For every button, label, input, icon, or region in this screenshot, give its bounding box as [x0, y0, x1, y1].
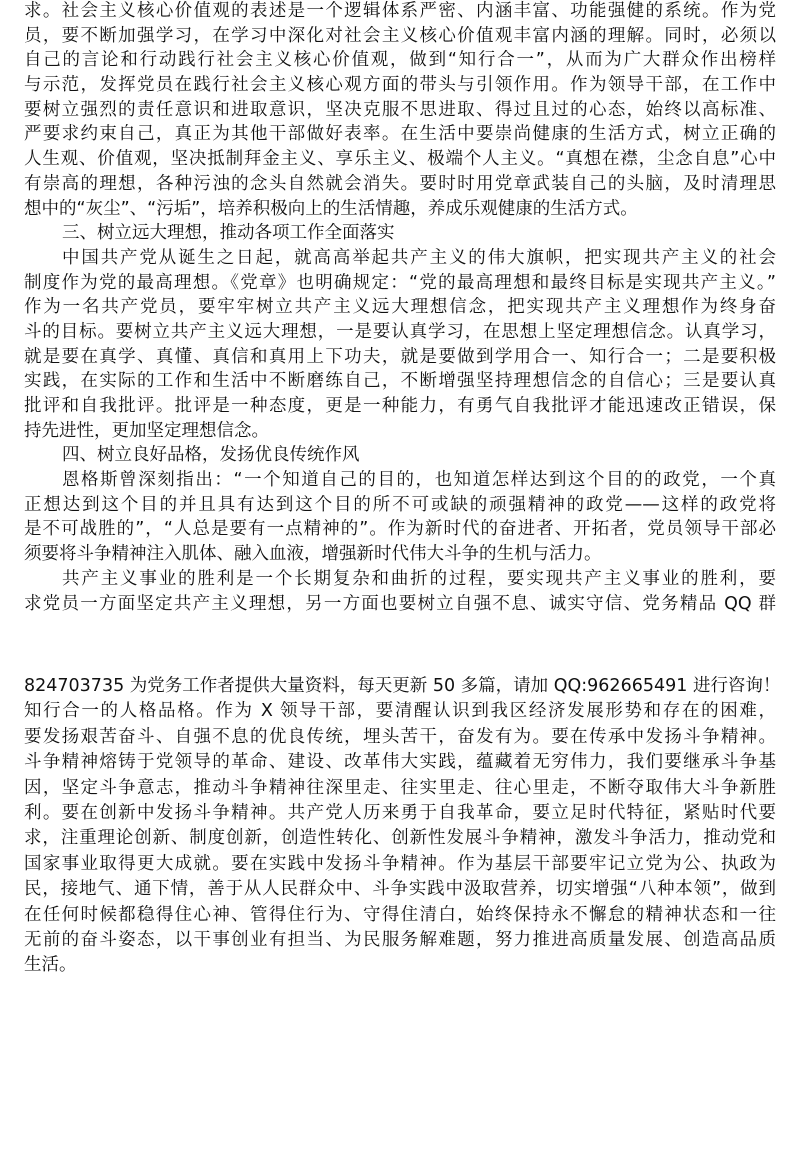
- text-line: 斗争精神熔铸于党领导的革命、建设、改革伟大实践，蕴藏着无穷伟力，我们要继承斗争基: [24, 752, 776, 773]
- text-line: 制度作为党的最高理想。《党章》也明确规定：“党的最高理想和最终目标是实现共产主义。”: [24, 272, 776, 293]
- text-line: 批评和自我批评。批评是一种态度，更是一种能力，有勇气自我批评才能迅速改正错误，保: [24, 396, 776, 416]
- text-line: 自己的言论和行动践行社会主义核心价值观，做到“知行合一”，从而为广大群众作出榜样: [24, 50, 776, 71]
- text-line: 824703735 为党务工作者提供大量资料，每天更新 50 多篇，请加 QQ:962665491 进行咨询！: [24, 676, 781, 696]
- text-line: 共产主义事业的胜利是一个长期复杂和曲折的过程，要实现共产主义事业的胜利，要: [62, 568, 776, 589]
- document-page-top: [24, 0, 776, 616]
- text-line: 实践，在实际的工作和生活中不断磨练自己，不断增强坚持理想信念的自信心；三是要认真: [24, 371, 776, 392]
- text-line: 想中的“灰尘”、“污垢”，培养积极向上的生活情趣，养成乐观健康的生活方式。: [24, 198, 638, 219]
- text-line: 知行合一的人格品格。作为 X 领导干部，要清醒认识到我区经济发展形势和存在的困难，: [24, 701, 776, 722]
- text-line: 生活。: [24, 955, 77, 976]
- text-line: 斗的目标。要树立共产主义远大理想，一是要认真学习，在思想上坚定理想信念。认真学习，: [24, 321, 776, 342]
- text-line: 利。要在创新中发扬斗争精神。共产党人历来勇于自我革命，要立足时代特征，紧贴时代要: [24, 802, 776, 823]
- text-line: 是不可战胜的”，“人总是要有一点精神的”。作为新时代的奋进者、开拓者，党员领导干部必: [24, 519, 776, 540]
- text-line: 严要求约束自己，真正为其他干部做好表率。在生活中要崇尚健康的生活方式，树立正确的: [24, 124, 776, 145]
- text-line: 须要将斗争精神注入肌体、融入血液，增强新时代伟大斗争的生机与活力。: [24, 544, 602, 565]
- text-line: 求。社会主义核心价值观的表述是一个逻辑体系严密、内涵丰富、功能强健的系统。作为党: [24, 1, 776, 21]
- text-line: 中国共产党从诞生之日起，就高高举起共产主义的伟大旗帜，把实现共产主义的社会: [62, 247, 776, 268]
- section-heading: 四、树立良好品格，发扬优良传统作风: [62, 445, 360, 466]
- text-line: 求党员一方面坚定共产主义理想，另一方面也要树立自强不息、诚实守信、党务精品 QQ 群: [24, 593, 776, 614]
- text-line: 民，接地气、通下情，善于从人民群众中、斗争实践中汲取营养，切实增强“八种本领”，做到: [24, 879, 776, 900]
- section-heading: 三、树立远大理想，推动各项工作全面落实: [62, 223, 395, 244]
- text-line: 就是要在真学、真懂、真信和真用上下功夫，就是要做到学用合一、知行合一；二是要积极: [24, 346, 776, 367]
- text-line: 因，坚定斗争意志，推动斗争精神往深里走、往实里走、往心里走，不断夺取伟大斗争新胜: [24, 777, 776, 798]
- text-line: 员，要不断加强学习，在学习中深化对社会主义核心价值观丰富内涵的理解。同时，必须以: [24, 25, 776, 46]
- text-line: 在任何时候都稳得住心神、管得住行为、守得住清白，始终保持永不懈怠的精神状态和一往: [24, 904, 776, 925]
- text-line: 无前的奋斗姿态，以干事创业有担当、为民服务解难题，努力推进高质量发展、创造高品质: [24, 929, 776, 950]
- text-line: 作为一名共产党员，要牢牢树立共产主义远大理想信念，把实现共产主义理想作为终身奋: [24, 297, 776, 318]
- text-line: 正想达到这个目的并且具有达到这个目的所不可或缺的顽强精神的政党——这样的政党将: [24, 494, 776, 515]
- document-page-bottom: [24, 674, 781, 979]
- text-line: 求，注重理论创新、制度创新，创造性转化、创新性发展斗争精神，激发斗争活力，推动党和: [24, 828, 776, 849]
- text-line: 有崇高的理想，各种污浊的念头自然就会消失。要时时用党章武装自己的头脑，及时清理思: [24, 173, 776, 194]
- text-line: 国家事业取得更大成就。要在实践中发扬斗争精神。作为基层干部要牢记立党为公、执政为: [24, 853, 776, 874]
- text-line: 人生观、价值观，坚决抵制拜金主义、享乐主义、极端个人主义。“真想在襟，尘念自息”心中: [24, 149, 776, 170]
- text-line: 持先进性，更加坚定理想信念。: [24, 420, 269, 441]
- text-line: 与示范，发挥党员在践行社会主义核心观方面的带头与引领作用。作为领导干部，在工作中: [24, 75, 776, 96]
- text-line: 要发扬艰苦奋斗、自强不息的优良传统，埋头苦干，奋发有为。要在传承中发扬斗争精神。: [24, 726, 776, 747]
- text-line: 恩格斯曾深刻指出：“一个知道自己的目的，也知道怎样达到这个目的的政党，一个真: [62, 470, 776, 491]
- text-line: 要树立强烈的责任意识和进取意识，坚决克服不思进取、得过且过的心态，始终以高标准、: [24, 99, 776, 120]
